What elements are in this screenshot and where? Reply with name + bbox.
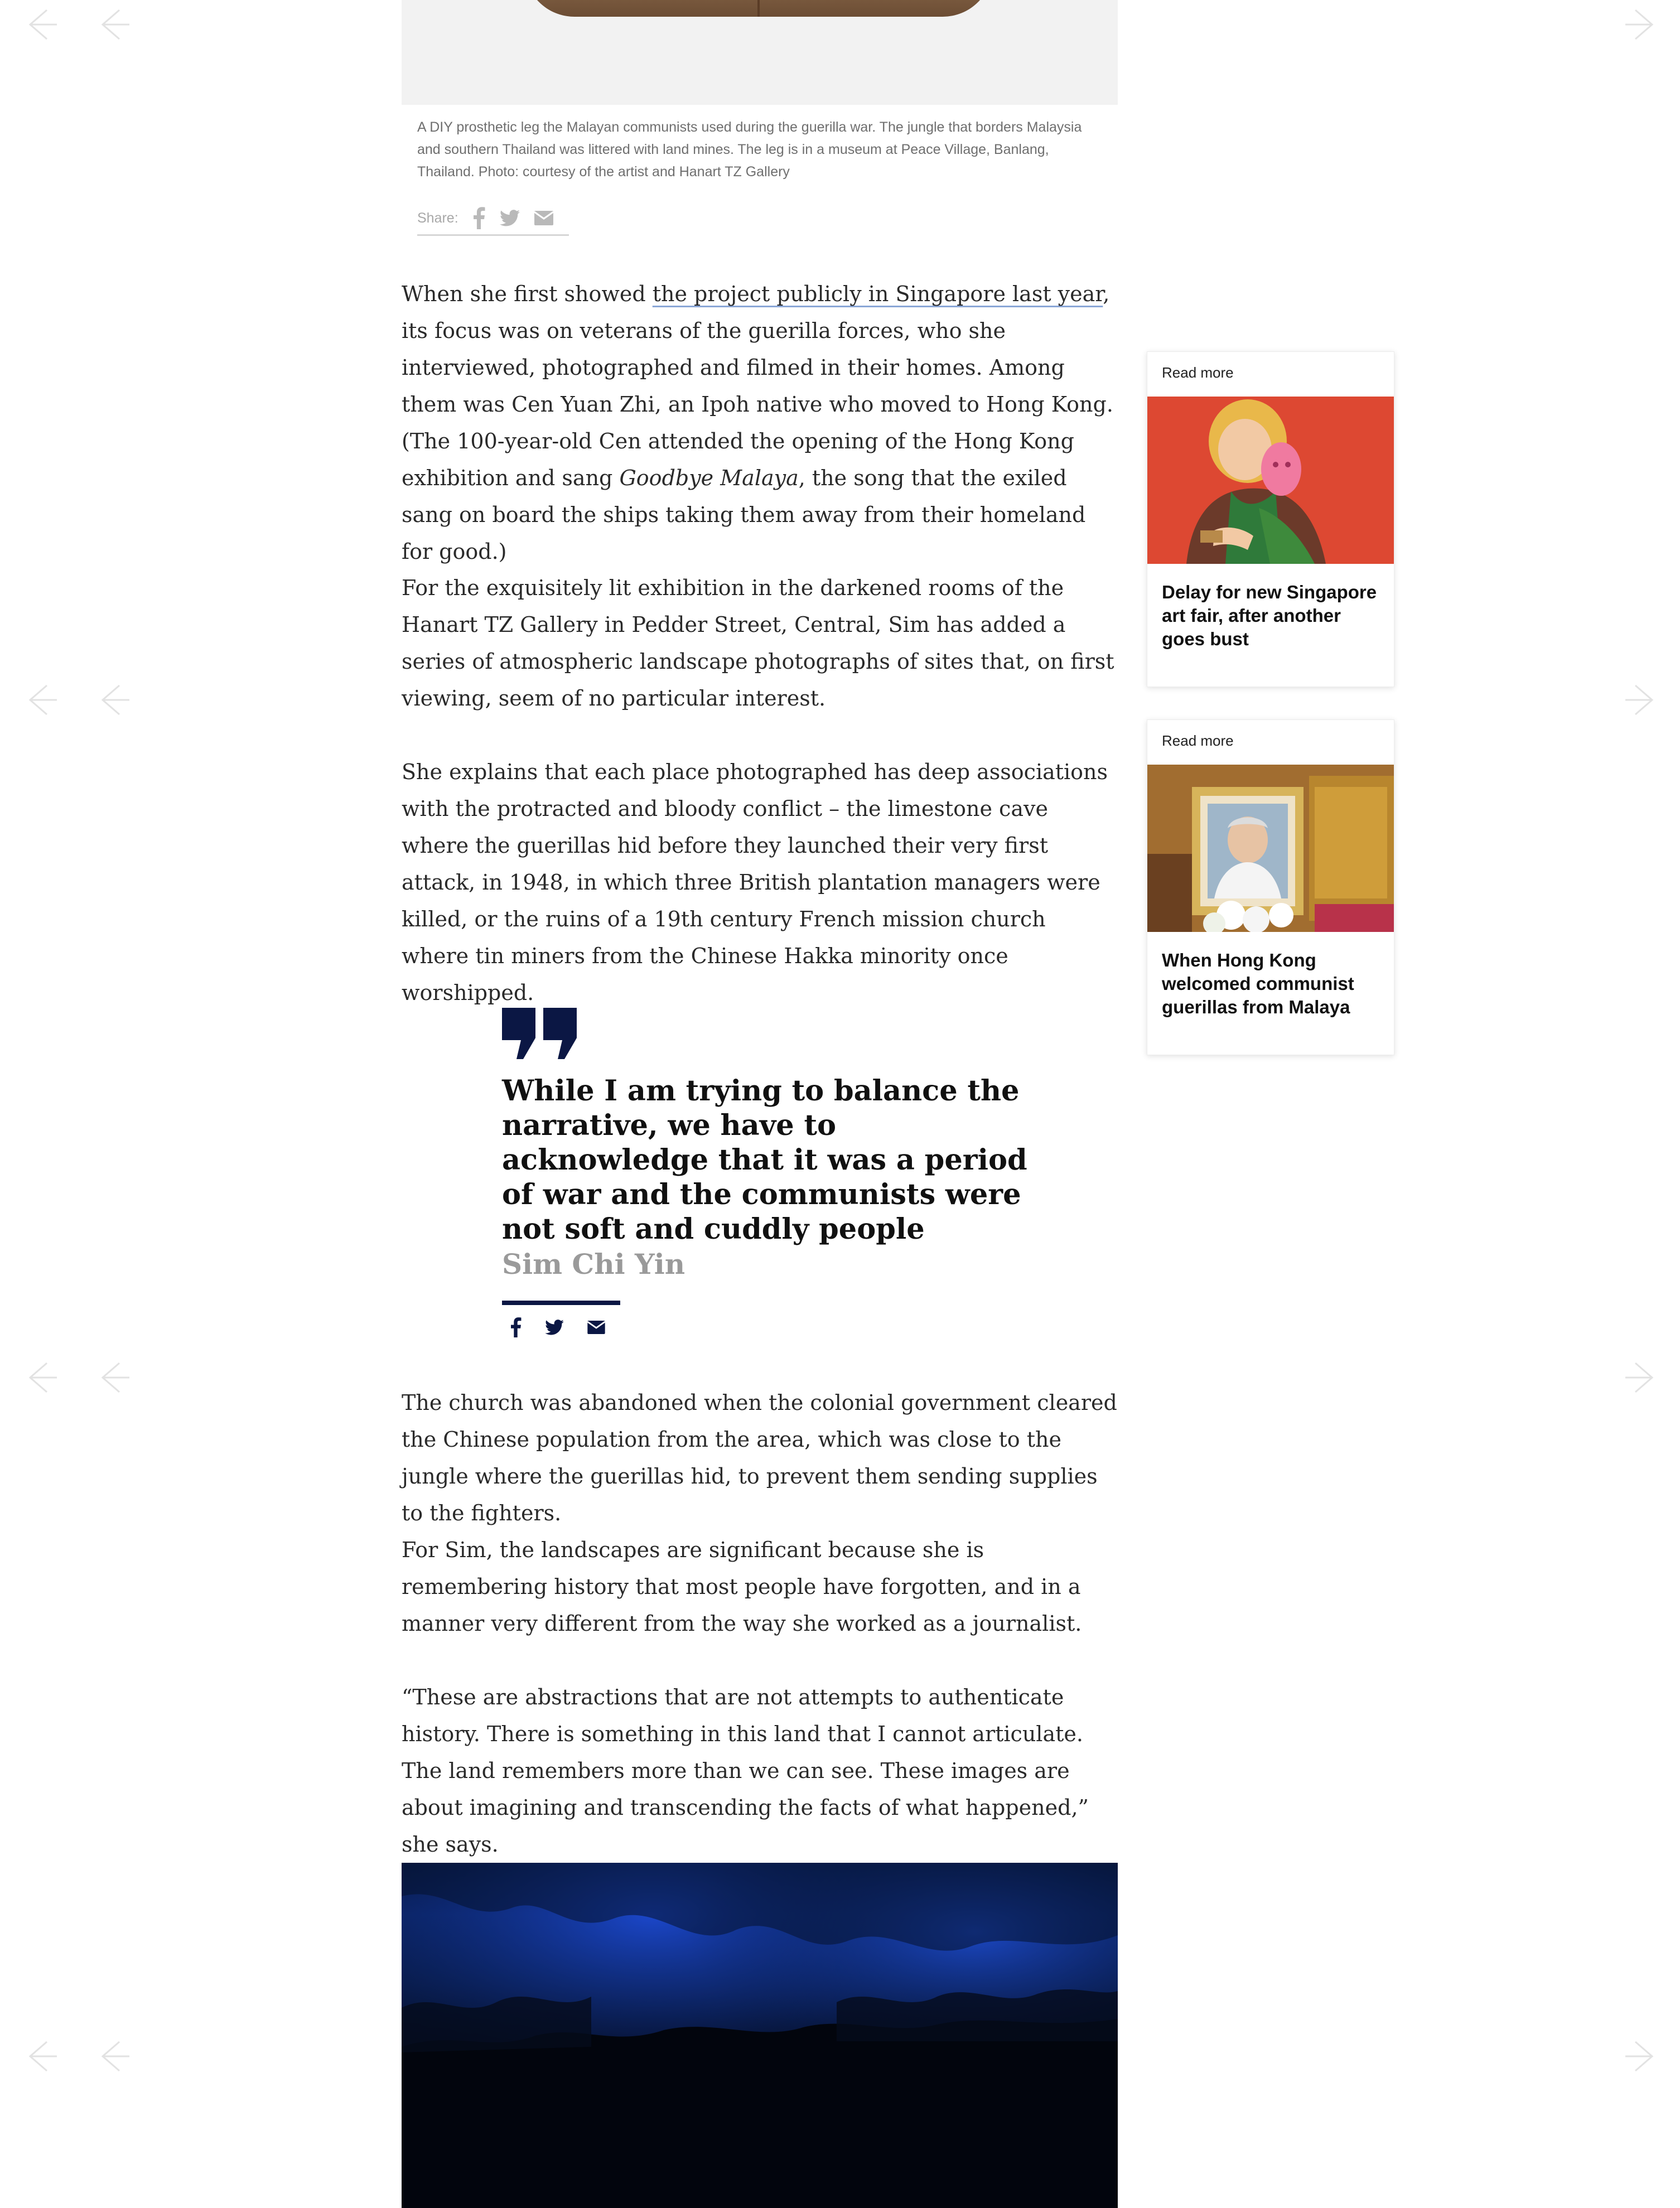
pull-quote-divider (502, 1301, 620, 1305)
read-more-thumbnail (1147, 765, 1394, 932)
gallery-prev-arrow-icon[interactable] (95, 7, 131, 42)
gallery-next-arrow-icon[interactable] (1624, 1360, 1660, 1395)
gallery-next-arrow-icon[interactable] (1624, 682, 1660, 718)
pull-quote-share-bar (510, 1317, 605, 1337)
prosthetic-leg-photo (402, 0, 1118, 105)
article-paragraph: For Sim, the landscapes are significant because she is remembering history that most people have forgotten, and in a manner very different from the way she worked as a journalist. (402, 1538, 1082, 1636)
gallery-prev-arrow-icon[interactable] (95, 682, 131, 718)
quote-marks-icon (501, 1007, 579, 1062)
share-bar (417, 202, 569, 236)
facebook-icon[interactable] (473, 207, 485, 229)
gallery-prev-arrow-icon[interactable] (22, 2038, 58, 2074)
gallery-next-arrow-icon[interactable] (1624, 7, 1660, 42)
gallery-prev-arrow-icon[interactable] (22, 682, 58, 718)
share-label: Share: (417, 210, 458, 226)
read-more-label: Read more (1162, 732, 1234, 749)
read-more-label: Read more (1162, 364, 1234, 381)
pull-quote-text: While I am trying to balance the narrative, we have to acknowledge that it was a period of war and the communists were not soft and cuddly people (502, 1074, 1027, 1246)
read-more-title[interactable]: When Hong Kong welcomed communist guerillas from Malaya (1162, 950, 1354, 1017)
twitter-icon[interactable] (500, 210, 520, 226)
gallery-next-arrow-icon[interactable] (1624, 2038, 1660, 2074)
read-more-card[interactable] (1147, 719, 1394, 1055)
email-icon[interactable] (587, 1321, 605, 1334)
gallery-prev-arrow-icon[interactable] (95, 2038, 131, 2074)
gallery-prev-arrow-icon[interactable] (22, 1360, 58, 1395)
email-icon[interactable] (534, 211, 553, 225)
facebook-icon[interactable] (510, 1317, 522, 1337)
read-more-thumbnail (1147, 397, 1394, 564)
gallery-prev-arrow-icon[interactable] (22, 7, 58, 42)
article-paragraph: When she first showed the project publicly in Singapore last year, its focus was on veterans of the guerilla forces, who she interviewed, photographed and filmed in their homes. Among them was Cen Yuan Zhi, an Ipoh native who moved to Hong Kong. (The 100-year-old Cen attended the opening of the Hong Kong exhibition and sang Goodbye Malaya, the song that the exiled sang on board the ships taking them away from their homeland for good.) (402, 282, 1113, 564)
read-more-title[interactable]: Delay for new Singapore art fair, after another goes bust (1162, 582, 1377, 649)
article-paragraph: The church was abandoned when the colonial government cleared the Chinese population from the area, which was close to the jungle where the guerillas hid, to prevent them sending supplies to the fighters. (402, 1390, 1117, 1525)
pull-quote-author: Sim Chi Yin (502, 1248, 685, 1281)
photo-caption: A DIY prosthetic leg the Malayan communists used during the guerilla war. The jungle that borders Malaysia and southern Thailand was littered with land mines. The leg is in a museum at Peace Village, Banlang, Thailand. Photo: courtesy of the artist and Hanart TZ Gallery (417, 119, 1082, 180)
article-paragraph: “These are abstractions that are not attempts to authenticate history. There is something in this land that I cannot articulate. The land remembers more than we can see. These images are about imagining and transcending the facts of what happened,” she says. (402, 1685, 1089, 1857)
gallery-prev-arrow-icon[interactable] (95, 1360, 131, 1395)
article-paragraph: She explains that each place photographed has deep associations with the protracted and bloody conflict – the limestone cave where the guerillas hid before they launched their very first attack, in 1948, in which three British plantation managers were killed, or the ruins of a 19th century French mission church where tin miners from the Chinese Hakka minority once worshipped. (402, 760, 1108, 1005)
twitter-icon[interactable] (545, 1320, 564, 1335)
read-more-card[interactable] (1147, 351, 1394, 687)
exhibition-singapore-link[interactable]: the project publicly in Singapore last year (652, 282, 1103, 306)
article-paragraph: For the exquisitely lit exhibition in the darkened rooms of the Hanart TZ Gallery in Pedder Street, Central, Sim has added a series of atmospheric landscape photographs of sites that, on first viewing, seem of no particular interest. (402, 576, 1114, 711)
forest-night-photo (402, 1863, 1118, 2208)
